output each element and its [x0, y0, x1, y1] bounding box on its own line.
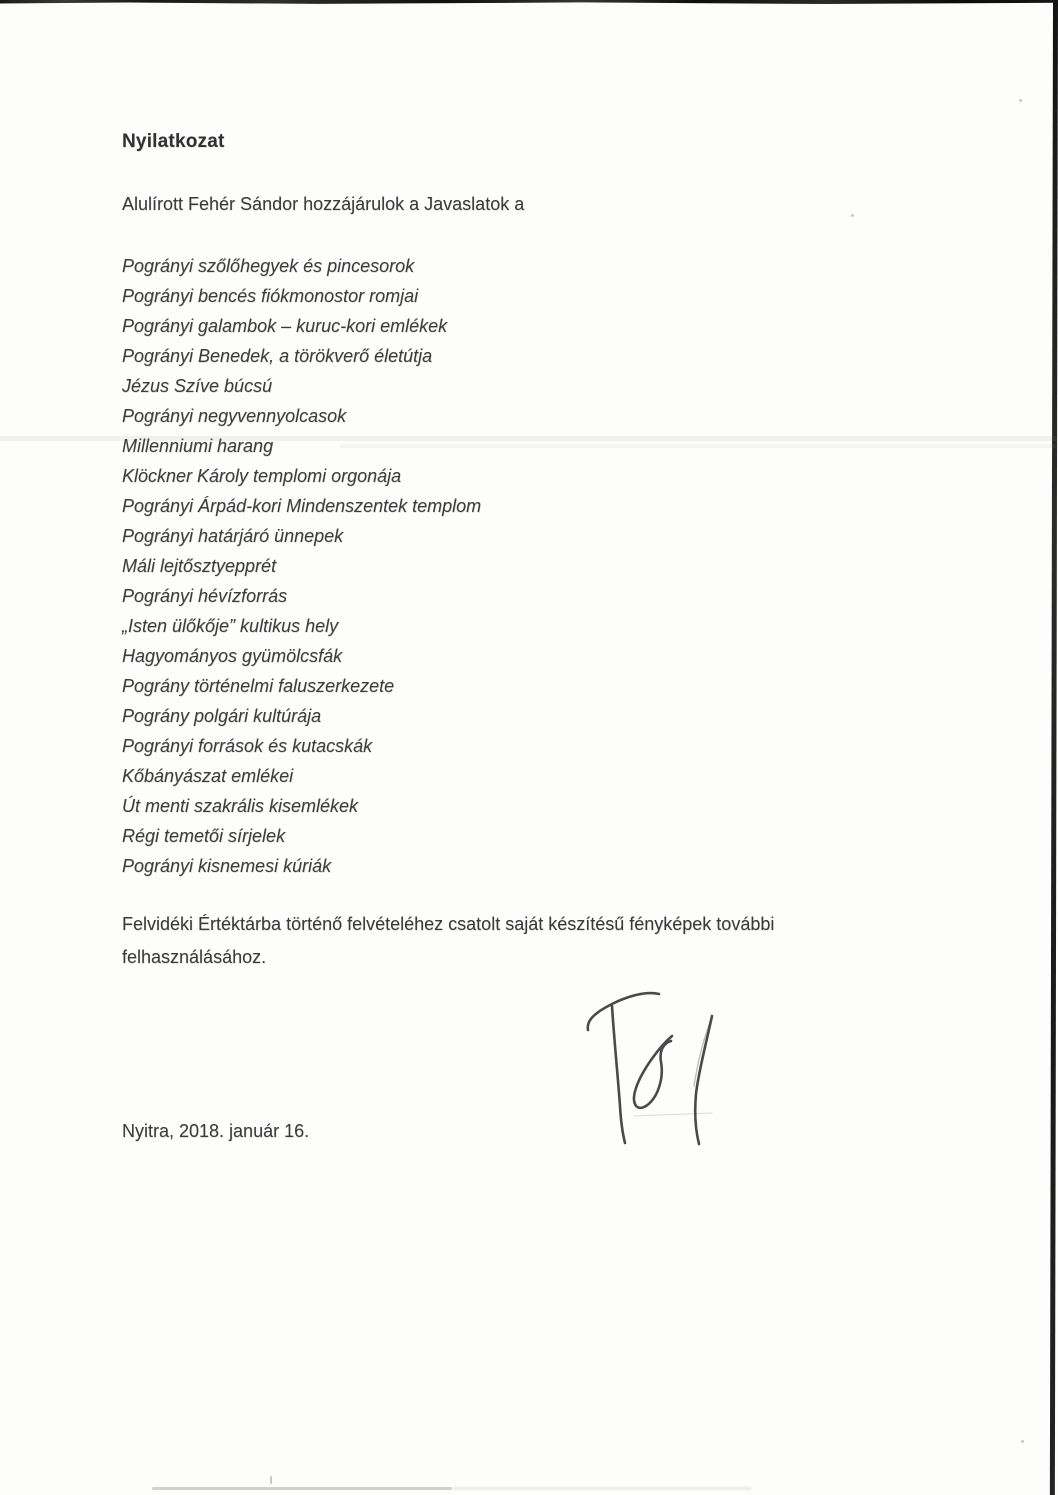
list-item: Pogrányi határjáró ünnepek	[122, 526, 344, 546]
list-item: Pogrányi kisnemesi kúriák	[122, 856, 332, 876]
list-item: Pogrányi szőlőhegyek és pincesorok	[122, 256, 415, 276]
proposal-list	[122, 251, 481, 881]
list-item: Hagyományos gyümölcsfák	[122, 646, 343, 666]
scan-artifact-speck	[270, 1476, 272, 1484]
scan-artifact-speck	[851, 214, 854, 217]
list-item: Pogrányi források és kutacskák	[122, 736, 373, 756]
list-item: Pogrányi hévízforrás	[122, 586, 288, 606]
list-item: Pogrányi negyvennyolcasok	[122, 406, 347, 426]
list-item: Kőbányászat emlékei	[122, 766, 294, 786]
list-item: Máli lejtősztyepprét	[122, 556, 277, 576]
intro-line: Alulírott Fehér Sándor hozzájárulok a Javaslatok a	[122, 194, 525, 214]
signature	[576, 986, 736, 1156]
list-item: Millenniumi harang	[122, 436, 274, 456]
list-item: Pográny polgári kultúrája	[122, 706, 322, 726]
list-item: „Isten ülőkője” kultikus hely	[122, 616, 339, 636]
scan-artifact-smudge	[152, 1487, 452, 1490]
list-item: Pográny történelmi faluszerkezete	[122, 676, 395, 696]
date-line: Nyitra, 2018. január 16.	[122, 1121, 310, 1141]
list-item: Pogrányi bencés fiókmonostor romjai	[122, 286, 419, 306]
list-item: Klöckner Károly templomi orgonája	[122, 466, 402, 486]
list-item: Jézus Szíve búcsú	[122, 376, 273, 396]
closing-paragraph: Felvidéki Értéktárba történő felvételéhez csatolt saját készítésű fényképek további felhasználásához.	[122, 914, 775, 967]
list-item: Pogrányi galambok – kuruc-kori emlékek	[122, 316, 448, 336]
document-title: Nyilatkozat	[122, 131, 225, 152]
scan-artifact-speck	[1019, 99, 1022, 102]
scan-artifact-speck	[1021, 1440, 1024, 1443]
scan-artifact-top-edge	[0, 0, 1058, 5]
list-item: Régi temetői sírjelek	[122, 826, 286, 846]
scan-artifact-right-edge	[1050, 0, 1058, 1495]
list-item: Út menti szakrális kisemlékek	[122, 796, 359, 816]
list-item: Pogrányi Benedek, a törökverő életútja	[122, 346, 433, 366]
list-item: Pogrányi Árpád-kori Mindenszentek templom	[122, 496, 482, 516]
